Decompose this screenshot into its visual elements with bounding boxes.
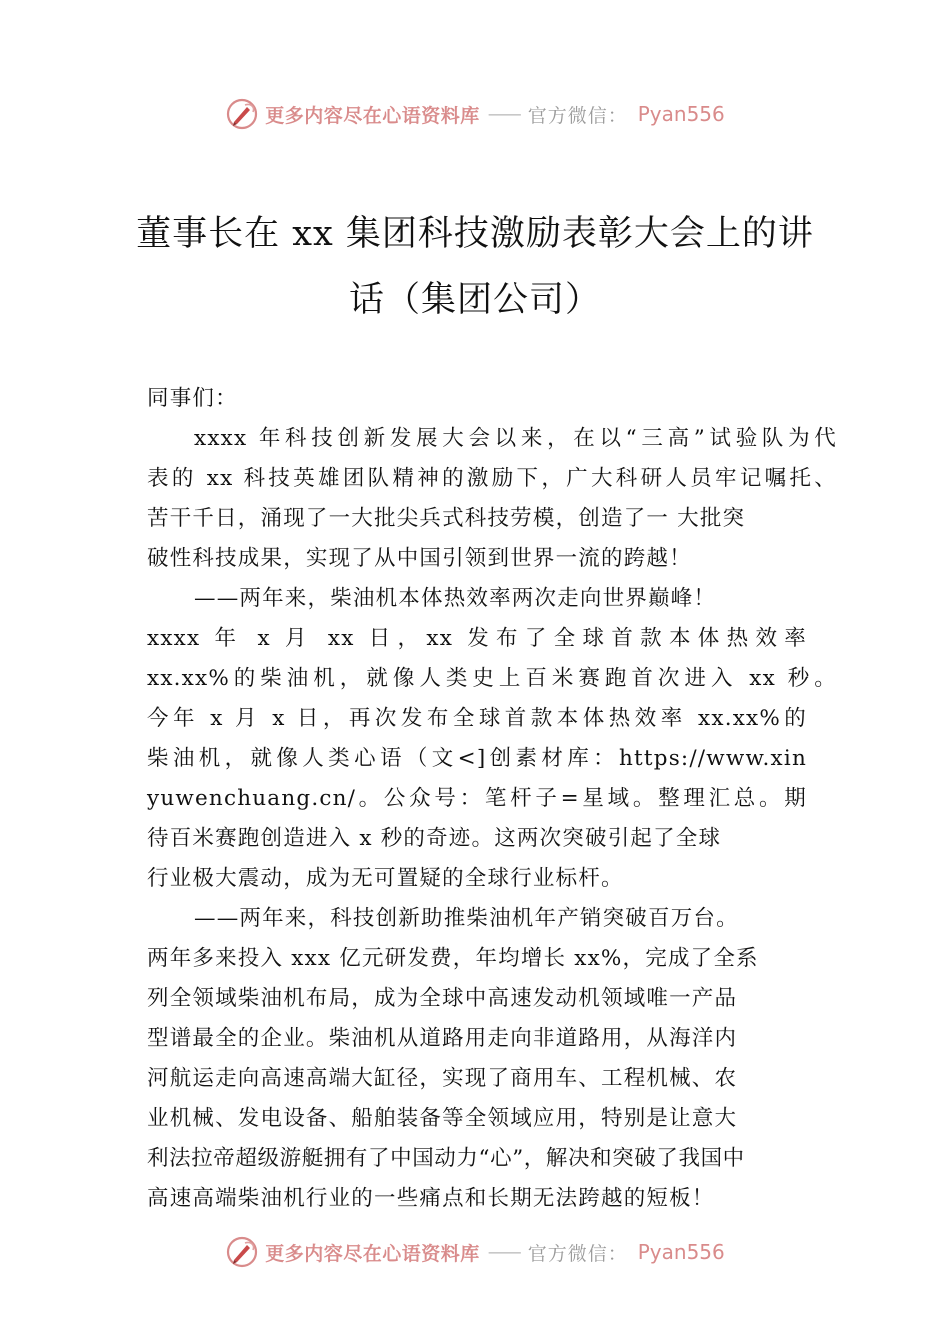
body-line: 业机械、发电设备、船舶装备等全领域应用，特别是让意大 <box>147 1106 738 1131</box>
body-line: yuwenchuang.cn/。公众号：笔杆子=星域。整理汇总。期 <box>147 786 807 811</box>
body-line: 利法拉帝超级游艇拥有了中国动力“心”，解决和突破了我国中 <box>147 1146 745 1171</box>
body-line: 同事们： <box>147 386 238 411</box>
banner-brand-text: 更多内容尽在心语资料库 <box>265 1242 480 1265</box>
body-line: 两年多来投入 xxx 亿元研发费，年均增长 xx%，完成了全系 <box>147 946 759 971</box>
banner-official-label: 官方微信： <box>527 1242 628 1265</box>
body-line: xx.xx%的柴油机，就像人类史上百米赛跑首次进入 xx 秒。 <box>147 666 837 691</box>
body-line: 河航运走向高速高端大缸径，实现了商用车、工程机械、农 <box>147 1066 738 1091</box>
pen-logo-icon <box>225 1235 259 1269</box>
document-title-line-2: 话（集团公司） <box>348 280 601 320</box>
body-line: 高速高端柴油机行业的一些痛点和长期无法跨越的短板！ <box>147 1186 715 1211</box>
document-title-line-1: 董事长在 xx 集团科技激励表彰大会上的讲 <box>136 214 814 254</box>
body-line: ——两年来，科技创新助推柴油机年产销突破百万台。 <box>194 906 739 931</box>
body-line: 列全领域柴油机布局，成为全球中高速发动机领域唯一产品 <box>147 986 738 1011</box>
banner-brand-text: 更多内容尽在心语资料库 <box>265 104 480 127</box>
body-line: 破性科技成果，实现了从中国引领到世界一流的跨越！ <box>147 546 692 571</box>
body-line: ——两年来，柴油机本体热效率两次走向世界巅峰！ <box>194 586 717 611</box>
body-line: xxxx 年 x 月 xx 日，xx 发布了全球首款本体热效率 <box>147 626 807 651</box>
body-line: 苦干千日，涌现了一大批尖兵式科技劳模，创造了一 大批突 <box>147 506 746 531</box>
banner-wechat-id: Pyan556 <box>637 102 725 126</box>
body-line: 行业极大震动，成为无可置疑的全球行业标杆。 <box>147 866 624 891</box>
body-line: 今年 x 月 x 日，再次发布全球首款本体热效率 xx.xx%的 <box>147 706 807 731</box>
body-line: 型谱最全的企业。柴油机从道路用走向非道路用，从海洋内 <box>147 1026 738 1051</box>
header-banner <box>0 94 950 134</box>
body-line: 待百米赛跑创造进入 x 秒的奇迹。这两次突破引起了全球 <box>147 826 722 851</box>
banner-dash: —— <box>487 103 520 125</box>
body-line: xxxx 年科技创新发展大会以来，在以“三高”试验队为代 <box>194 426 837 451</box>
footer-banner <box>0 1232 950 1272</box>
pen-logo-icon <box>225 97 259 131</box>
body-line: 表的 xx 科技英雄团队精神的激励下，广大科研人员牢记嘱托、 <box>147 466 837 491</box>
banner-wechat-id: Pyan556 <box>637 1240 725 1264</box>
body-line: 柴油机，就像人类心语（文<]创素材库：https://www.xin <box>147 746 807 771</box>
banner-dash: —— <box>487 1241 520 1263</box>
banner-official-label: 官方微信： <box>527 104 628 127</box>
